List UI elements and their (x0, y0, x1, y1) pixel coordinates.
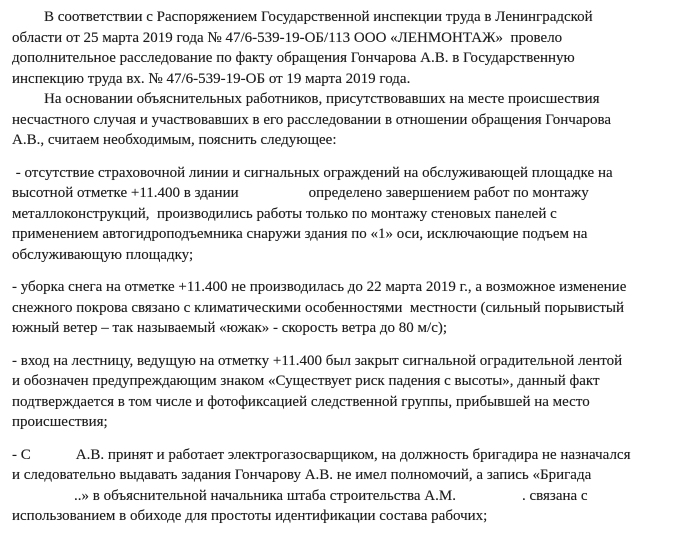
text-line (12, 7, 684, 28)
text-run: На основании объяснительных работников, присутствовавших на месте происшествия (44, 91, 600, 107)
text-run: . связана с (521, 487, 588, 504)
text-line (12, 445, 684, 466)
text-run: определено завершением работ по монтажу (308, 185, 589, 201)
text-line (12, 412, 684, 433)
text-line (12, 465, 684, 486)
text-line (12, 163, 684, 184)
text-line (12, 371, 684, 392)
text-line (12, 183, 684, 204)
text-run: - уборка снега на отметке +11.400 не производилась до 22 марта 2019 г., а возможное изменение (12, 279, 627, 295)
text-run: снежного покрова связано с климатическими особенностями местности (сильный порывистый (12, 299, 624, 316)
text-line (12, 486, 684, 507)
text-run: дополнительное расследование по факту обращения Гончарова А.В. в Государственную (12, 50, 575, 66)
text-line (12, 48, 684, 69)
text-line (12, 392, 684, 413)
text-run: - отсутствие страховочной линии и сигнальных ограждений на обслуживающей площадке на (12, 164, 613, 181)
text-run: высотной отметке +11.400 в здании (12, 185, 239, 201)
text-line (12, 318, 684, 339)
text-run: - С (12, 446, 31, 463)
text-line (12, 351, 684, 372)
document-text (12, 7, 684, 527)
text-line (12, 245, 684, 266)
redaction-gap (456, 499, 522, 500)
text-line (12, 204, 684, 225)
bullet-paragraph (12, 277, 684, 339)
text-run: металлоконструкций, производились работы только по монтажу стеновых панелей с (12, 205, 557, 222)
text-run: применением автогидроподъемника снаружи здания по «1» оси, исключающие подъем на (12, 226, 588, 242)
text-line (12, 224, 684, 245)
text-line (12, 277, 684, 298)
text-run: использованием в обиходе для простоты идентификации состава рабочих; (12, 508, 488, 524)
redaction-gap (12, 499, 74, 500)
text-line (12, 298, 684, 319)
text-run: - вход на лестницу, ведущую на отметку +11.400 был закрыт сигнальной оградительной лентой (12, 352, 623, 369)
text-run: инспекцию труда вх. № 47/6-539-19-ОБ от 19 марта 2019 года. (12, 70, 411, 87)
bullet-paragraph (12, 445, 684, 527)
text-run: южный ветер – так называемый «южак» - скорость ветра до 80 м/с); (12, 320, 448, 336)
text-run: А.В., считаем необходимым, пояснить следующее: (12, 132, 337, 148)
paragraph (12, 89, 684, 151)
redaction-gap (31, 458, 76, 459)
text-line (12, 130, 684, 151)
redaction-gap (239, 196, 309, 197)
text-run: подтверждается в том числе и фотофиксацией следственной группы, прибывшей на место (12, 393, 590, 410)
text-line (12, 110, 684, 131)
text-line (12, 506, 684, 527)
text-run: происшествия; (12, 414, 108, 430)
text-run: В соответствии с Распоряжением Государственной инспекции труда в Ленинградской (44, 9, 593, 25)
text-run: А.В. принят и работает электрогазосварщиком, на должность бригадира не назначался (75, 446, 631, 463)
text-run: области от 25 марта 2019 года № 47/6-539-19-ОБ/113 ООО «ЛЕНМОНТАЖ» провело (12, 29, 563, 46)
text-run: и следовательно выдавать задания Гончарову А.В. не имел полномочий, а запись «Бригада (12, 467, 592, 483)
text-line (12, 28, 684, 49)
text-line (12, 69, 684, 90)
text-line (12, 89, 684, 110)
text-run: ..» в объяснительной начальника штаба строительства А.М. (74, 487, 456, 504)
text-run: несчастного случая и участвовавших в его расследовании в отношении обращения Гончарова (12, 111, 612, 128)
bullet-paragraph (12, 351, 684, 433)
paragraph (12, 7, 684, 89)
bullet-paragraph (12, 163, 684, 266)
text-run: и обозначен предупреждающим знаком «Существует риск падения с высоты», данный факт (12, 373, 600, 389)
text-run: обслуживающую площадку; (12, 246, 194, 263)
